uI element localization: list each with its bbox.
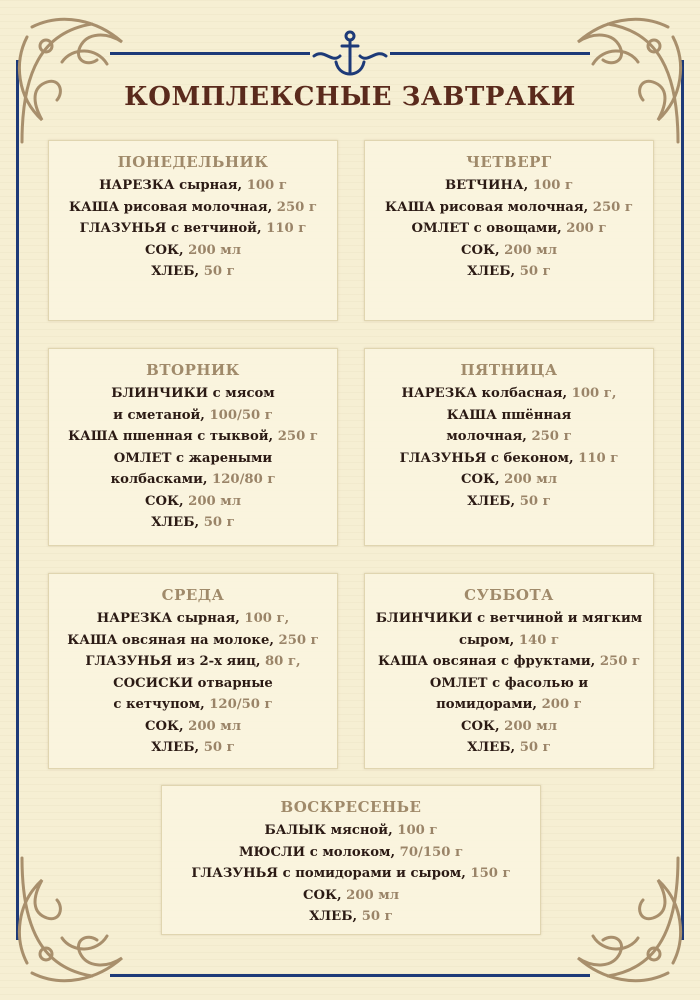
menu-item-text: ХЛЕБ, — [151, 515, 204, 530]
day-title: ЧЕТВЕРГ — [466, 153, 552, 171]
menu-item — [49, 694, 337, 716]
menu-item-text: КАША пшенная с тыквой, — [68, 429, 278, 444]
menu-item-text: помидорами, — [436, 697, 542, 712]
day-card-friday — [364, 348, 654, 546]
menu-items — [365, 383, 653, 512]
menu-item-amount: 50 г — [361, 909, 393, 924]
menu-item-amount: 200 мл — [188, 718, 242, 734]
menu-item-text: ГЛАЗУНЬЯ с помидорами и сыром, — [191, 866, 471, 881]
menu-item — [365, 737, 653, 759]
menu-item — [162, 820, 540, 842]
menu-item-amount: 100 г — [397, 823, 438, 838]
menu-item-amount: 100 г, — [571, 386, 617, 401]
menu-item-text: СОК, — [460, 472, 505, 487]
menu-item-text: сыром, — [458, 632, 519, 648]
menu-item-amount: 250 г — [592, 199, 633, 215]
day-card-tuesday — [48, 348, 338, 546]
menu-item-text: ХЛЕБ, — [467, 493, 520, 509]
menu-item-amount: 200 мл — [188, 242, 242, 258]
menu-item-amount: 110 г — [578, 450, 619, 466]
menu-item — [365, 261, 653, 283]
menu-item-amount: 50 г — [519, 740, 551, 755]
menu-item — [49, 261, 337, 283]
menu-item-text: БЛИНЧИКИ с ветчиной и мягким — [375, 611, 643, 626]
menu-item — [365, 448, 653, 470]
menu-item-text: ГЛАЗУНЬЯ из 2-х яиц, — [85, 654, 265, 669]
menu-item-text: ОМЛЕТ с овощами, — [411, 221, 567, 236]
menu-item-text: и сметаной, — [113, 407, 210, 423]
menu-item — [49, 737, 337, 759]
menu-item-amount: 70/150 г — [399, 844, 464, 860]
menu-item — [49, 448, 337, 470]
menu-item-text: ГЛАЗУНЬЯ с ветчиной, — [79, 221, 267, 236]
menu-item — [49, 716, 337, 738]
menu-item-text: МЮСЛИ с молоком, — [238, 844, 400, 860]
menu-item-amount: 250 г — [599, 654, 641, 669]
menu-item-text: СОК, — [460, 718, 505, 734]
menu-item-text: СОК, — [302, 887, 347, 903]
menu-item-text: ВЕТЧИНА, — [444, 178, 533, 193]
border-bottom — [110, 974, 590, 977]
menu-item-amount: 50 г — [203, 740, 235, 755]
menu-item — [49, 383, 337, 405]
day-card-sunday — [161, 785, 541, 935]
menu-item-text: СОК, — [460, 242, 505, 258]
menu-item-amount: 200 мл — [346, 887, 400, 903]
menu-item — [365, 240, 653, 262]
menu-item-amount: 250 г — [278, 632, 319, 648]
menu-item-amount: 110 г — [266, 221, 307, 236]
border-right — [681, 60, 684, 940]
menu-item-text: БАЛЫК мясной, — [264, 823, 398, 838]
menu-item-amount: 100/50 г — [209, 407, 273, 423]
menu-item-amount: 200 г — [541, 697, 582, 712]
menu-item-text: ХЛЕБ, — [151, 740, 204, 755]
menu-item — [365, 469, 653, 491]
menu-item-amount: 250 г — [276, 199, 317, 215]
flourish-ornament-icon — [548, 2, 698, 152]
menu-item — [365, 383, 653, 405]
menu-item-amount: 140 г — [518, 632, 560, 648]
menu-items — [365, 608, 653, 759]
menu-item-text: СОК, — [144, 718, 189, 734]
menu-item — [365, 608, 653, 630]
menu-item — [162, 842, 540, 864]
menu-item-amount: 120/80 г — [212, 472, 276, 487]
menu-item-text: колбасками, — [110, 472, 213, 487]
menu-item — [49, 469, 337, 491]
menu-item-text: с кетчупом, — [113, 697, 210, 712]
menu-item — [49, 175, 337, 197]
menu-item — [365, 426, 653, 448]
day-title: ПЯТНИЦА — [460, 361, 558, 379]
menu-item-amount: 80 г, — [265, 654, 301, 669]
menu-item — [365, 218, 653, 240]
menu-item-text: КАША рисовая молочная, — [385, 199, 593, 215]
menu-item-text: СОК, — [144, 493, 189, 509]
menu-item-text: молочная, — [446, 429, 532, 444]
menu-item — [49, 673, 337, 695]
menu-item-amount: 250 г — [277, 429, 318, 444]
menu-item — [365, 673, 653, 695]
menu-item — [365, 694, 653, 716]
menu-item-text: КАША пшённая — [446, 407, 572, 423]
menu-item-text: ОМЛЕТ с фасолью и — [429, 675, 589, 691]
page-title: КОМПЛЕКСНЫЕ ЗАВТРАКИ — [124, 82, 576, 112]
menu-item — [365, 175, 653, 197]
menu-item — [49, 240, 337, 262]
menu-item-amount: 250 г — [531, 429, 572, 444]
menu-item — [365, 630, 653, 652]
day-title: ПОНЕДЕЛЬНИК — [117, 153, 269, 171]
menu-item-text: ХЛЕБ, — [467, 264, 520, 279]
day-card-wednesday — [48, 573, 338, 769]
day-title: СУББОТА — [464, 586, 554, 604]
menu-item — [49, 491, 337, 513]
menu-item — [49, 218, 337, 240]
menu-items — [365, 175, 653, 283]
menu-item-text: КАША овсяная с фруктами, — [377, 654, 600, 669]
day-card-monday — [48, 140, 338, 321]
menu-items — [49, 608, 337, 759]
menu-item-amount: 200 мл — [504, 472, 558, 487]
menu-item — [162, 885, 540, 907]
flourish-ornament-icon — [2, 848, 152, 998]
menu-item-text: НАРЕЗКА сырная, — [96, 611, 245, 626]
menu-item-amount: 50 г — [519, 264, 551, 279]
menu-item — [365, 491, 653, 513]
menu-item-text: КАША рисовая молочная, — [69, 199, 277, 215]
menu-items — [49, 383, 337, 534]
anchor-icon — [310, 28, 390, 78]
menu-item-amount: 200 мл — [188, 493, 242, 509]
menu-item-text: КАША овсяная на молоке, — [67, 632, 279, 648]
menu-item — [49, 197, 337, 219]
menu-items — [49, 175, 337, 283]
menu-item — [365, 651, 653, 673]
menu-item-text: ХЛЕБ, — [309, 909, 362, 924]
menu-items — [162, 820, 540, 928]
menu-item-amount: 200 мл — [504, 242, 558, 258]
flourish-ornament-icon — [2, 2, 152, 152]
menu-item-amount: 50 г — [203, 264, 235, 279]
menu-item-text: ОМЛЕТ с жареными — [113, 450, 273, 466]
menu-item-text: ХЛЕБ, — [467, 740, 520, 755]
menu-item-amount: 100 г — [246, 178, 287, 193]
menu-item-amount: 120/50 г — [209, 697, 273, 712]
menu-item — [49, 651, 337, 673]
menu-item — [365, 716, 653, 738]
flourish-ornament-icon — [548, 848, 698, 998]
border-left — [16, 60, 19, 940]
menu-item-text: ХЛЕБ, — [151, 264, 204, 279]
menu-item — [49, 608, 337, 630]
menu-item-text: СОК, — [144, 242, 189, 258]
day-title: ВОСКРЕСЕНЬЕ — [280, 798, 422, 816]
day-title: СРЕДА — [161, 586, 225, 604]
menu-item-amount: 200 г — [566, 221, 607, 236]
menu-item-text: НАРЕЗКА сырная, — [99, 178, 247, 193]
menu-item — [365, 405, 653, 427]
menu-item-text: БЛИНЧИКИ с мясом — [111, 386, 275, 401]
menu-item — [49, 512, 337, 534]
menu-item — [162, 863, 540, 885]
menu-item — [49, 426, 337, 448]
menu-item — [365, 197, 653, 219]
menu-item-text: ГЛАЗУНЬЯ с беконом, — [399, 450, 579, 466]
menu-item-text: НАРЕЗКА колбасная, — [401, 386, 572, 401]
menu-item — [49, 405, 337, 427]
menu-item-text: СОСИСКИ отварные — [113, 675, 273, 691]
menu-item-amount: 150 г — [470, 866, 511, 881]
menu-item-amount: 200 мл — [504, 718, 558, 734]
menu-item-amount: 50 г — [519, 493, 551, 509]
menu-item — [49, 630, 337, 652]
menu-item-amount: 100 г — [532, 178, 574, 193]
day-card-saturday — [364, 573, 654, 769]
day-title: ВТОРНИК — [146, 361, 240, 379]
day-card-thursday — [364, 140, 654, 321]
menu-item-amount: 100 г, — [244, 611, 290, 626]
menu-item — [162, 906, 540, 928]
menu-item-amount: 50 г — [203, 515, 235, 530]
